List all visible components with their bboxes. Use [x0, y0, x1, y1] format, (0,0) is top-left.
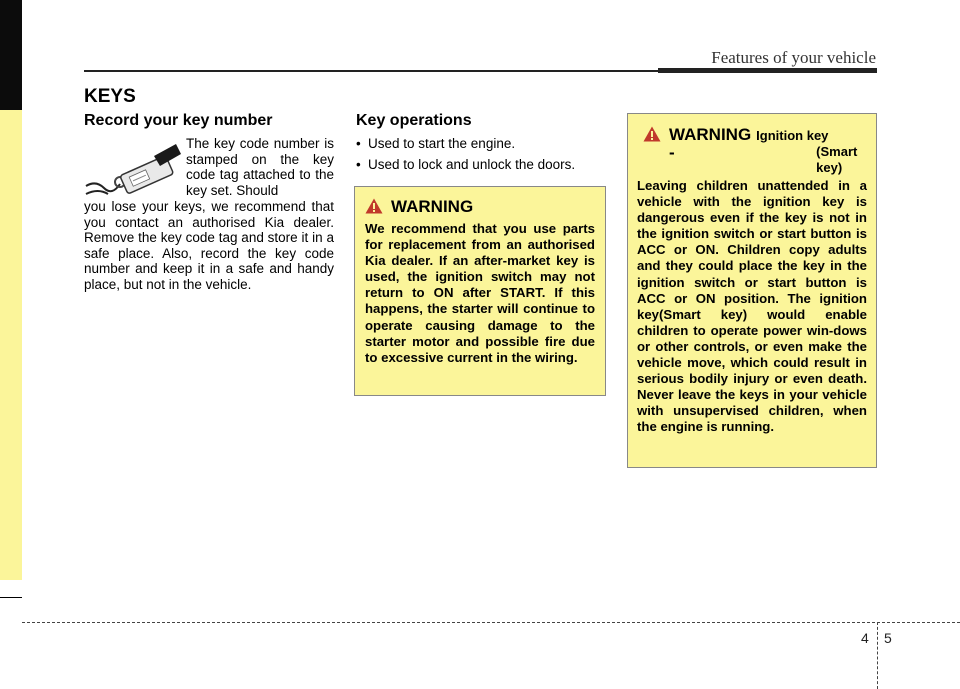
operations-list	[356, 136, 606, 177]
warning-title: WARNING -	[669, 125, 752, 162]
page-title: KEYS	[84, 86, 136, 107]
warning-text: Leaving children unattended in a vehicle with the ignition key is dangerous even if the key is not in the ignition switch or start button is ACC or ON. Children copy adults and they could place the key in the ignition switch or start button is ACC or ON position. The ignition key(Smart key) would enable children to operate power win-dows or other controls, or even make the vehicle move, which could result in serious bodily injury or even death. Never leave the keys in your vehicle with unsupervised children, when the engine is running.	[637, 178, 867, 435]
warning-box-aftermarket-key	[354, 186, 606, 396]
operations-heading: Key operations	[356, 112, 472, 129]
list-item: • Used to lock and unlock the doors.	[356, 157, 606, 173]
chapter-number: 4	[861, 630, 869, 646]
chapter-tab	[0, 0, 22, 110]
warning-text: We recommend that you use parts for replacement from an authorised Kia dealer. If an after-market key is used, the ignition switch may not return to ON after START. If this happens, the starter will continue to operate causing damage to the starter motor and possible fire due to excessive current in the wiring.	[365, 221, 595, 365]
key-photo	[84, 136, 182, 199]
list-item: • Used to start the engine.	[356, 136, 606, 152]
record-text-wrap: The key code number is stamped on the key code tag attached to the key set. Should	[186, 136, 334, 198]
footer-rule	[22, 622, 960, 623]
warning-triangle-icon	[643, 126, 661, 142]
header-rule-accent	[658, 68, 877, 73]
corner-line	[0, 597, 22, 598]
record-heading: Record your key number	[84, 112, 273, 129]
page-number: 5	[884, 630, 892, 646]
section-header: Features of your vehicle	[711, 48, 876, 67]
record-text: you lose your keys, we recommend that you contact an authorised Kia dealer. Remove the key code tag and store it in a safe place. Also, record the key code number and keep it in a safe and handy place, but not in the vehicle.	[84, 199, 334, 292]
warning-triangle-icon	[365, 198, 383, 214]
page-number-divider	[877, 622, 878, 689]
warning-title: WARNING	[391, 197, 474, 216]
warning-subtitle: Ignition key	[756, 128, 829, 143]
warning-box-children-key	[627, 113, 877, 468]
warning-subtitle-2: (Smart key)	[816, 144, 858, 175]
